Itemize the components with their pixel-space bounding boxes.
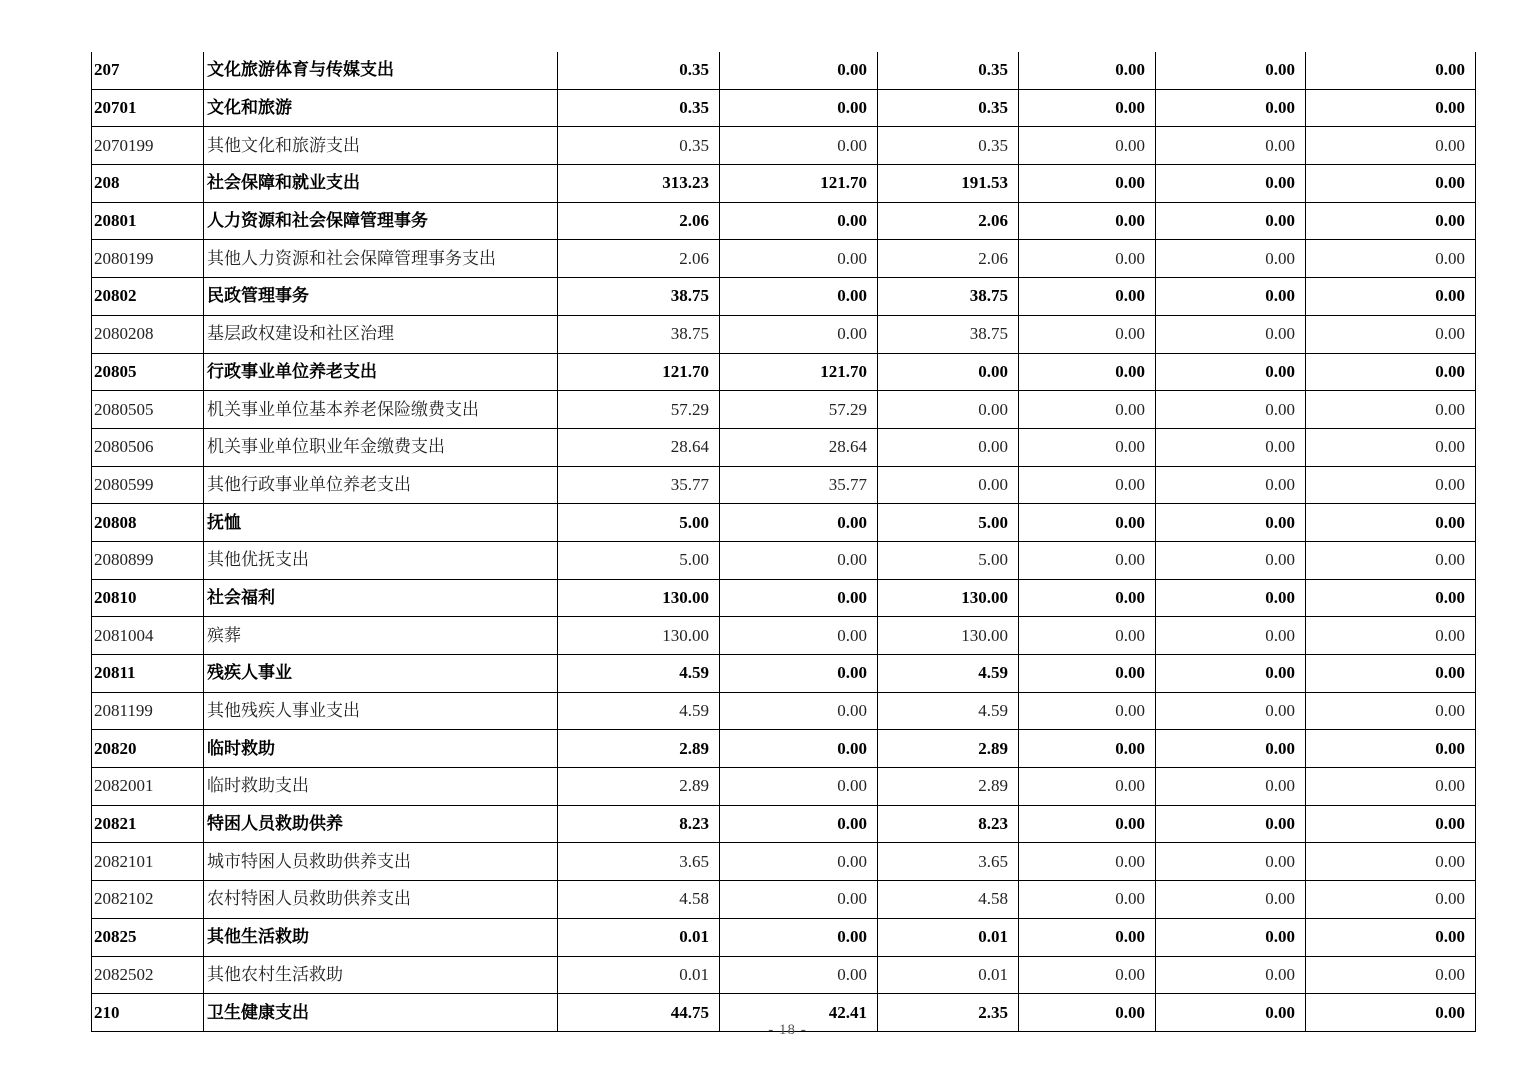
category-name-cell: 其他优抚支出 <box>204 541 558 579</box>
value-cell-3: 3.65 <box>878 843 1019 881</box>
category-name-cell: 城市特困人员救助供养支出 <box>204 843 558 881</box>
table-row <box>92 541 1476 579</box>
value-cell-3: 4.58 <box>878 881 1019 919</box>
value-cell-5: 0.00 <box>1156 127 1306 165</box>
value-cell-2: 0.00 <box>720 881 878 919</box>
category-name-cell: 抚恤 <box>204 504 558 542</box>
value-cell-2: 0.00 <box>720 730 878 768</box>
value-cell-4: 0.00 <box>1019 391 1156 429</box>
table-row <box>92 202 1476 240</box>
value-cell-1: 57.29 <box>558 391 720 429</box>
value-cell-1: 44.75 <box>558 994 720 1032</box>
table-row <box>92 315 1476 353</box>
value-cell-5: 0.00 <box>1156 353 1306 391</box>
category-name-cell: 人力资源和社会保障管理事务 <box>204 202 558 240</box>
page-number: - 18 - <box>768 1022 807 1038</box>
value-cell-6: 0.00 <box>1306 315 1476 353</box>
value-cell-5: 0.00 <box>1156 918 1306 956</box>
table-row <box>92 278 1476 316</box>
table-row <box>92 391 1476 429</box>
value-cell-6: 0.00 <box>1306 202 1476 240</box>
value-cell-4: 0.00 <box>1019 541 1156 579</box>
category-code-cell: 2082102 <box>92 881 204 919</box>
value-cell-3: 0.01 <box>878 918 1019 956</box>
value-cell-4: 0.00 <box>1019 466 1156 504</box>
value-cell-4: 0.00 <box>1019 843 1156 881</box>
value-cell-2: 0.00 <box>720 240 878 278</box>
value-cell-2: 0.00 <box>720 692 878 730</box>
value-cell-3: 8.23 <box>878 805 1019 843</box>
value-cell-6: 0.00 <box>1306 918 1476 956</box>
value-cell-1: 8.23 <box>558 805 720 843</box>
value-cell-6: 0.00 <box>1306 994 1476 1032</box>
value-cell-2: 42.41 <box>720 994 878 1032</box>
table-row <box>92 52 1476 89</box>
value-cell-5: 0.00 <box>1156 541 1306 579</box>
value-cell-4: 0.00 <box>1019 278 1156 316</box>
value-cell-2: 0.00 <box>720 655 878 693</box>
value-cell-5: 0.00 <box>1156 956 1306 994</box>
value-cell-2: 0.00 <box>720 202 878 240</box>
value-cell-6: 0.00 <box>1306 579 1476 617</box>
value-cell-2: 0.00 <box>720 127 878 165</box>
value-cell-4: 0.00 <box>1019 994 1156 1032</box>
category-code-cell: 20802 <box>92 278 204 316</box>
value-cell-5: 0.00 <box>1156 805 1306 843</box>
category-code-cell: 2081004 <box>92 617 204 655</box>
value-cell-2: 0.00 <box>720 579 878 617</box>
value-cell-2: 35.77 <box>720 466 878 504</box>
category-name-cell: 殡葬 <box>204 617 558 655</box>
value-cell-4: 0.00 <box>1019 127 1156 165</box>
value-cell-3: 0.35 <box>878 52 1019 89</box>
category-name-cell: 卫生健康支出 <box>204 994 558 1032</box>
value-cell-5: 0.00 <box>1156 52 1306 89</box>
value-cell-4: 0.00 <box>1019 918 1156 956</box>
value-cell-1: 4.59 <box>558 692 720 730</box>
value-cell-6: 0.00 <box>1306 165 1476 203</box>
value-cell-4: 0.00 <box>1019 353 1156 391</box>
table-row <box>92 843 1476 881</box>
value-cell-1: 2.06 <box>558 240 720 278</box>
table-row <box>92 617 1476 655</box>
value-cell-1: 2.89 <box>558 730 720 768</box>
table-row <box>92 918 1476 956</box>
category-code-cell: 2080208 <box>92 315 204 353</box>
value-cell-1: 4.58 <box>558 881 720 919</box>
value-cell-2: 0.00 <box>720 843 878 881</box>
category-code-cell: 208 <box>92 165 204 203</box>
category-code-cell: 2082001 <box>92 768 204 806</box>
value-cell-6: 0.00 <box>1306 541 1476 579</box>
table-row <box>92 466 1476 504</box>
value-cell-4: 0.00 <box>1019 730 1156 768</box>
value-cell-3: 2.06 <box>878 240 1019 278</box>
value-cell-3: 2.89 <box>878 730 1019 768</box>
value-cell-2: 121.70 <box>720 165 878 203</box>
value-cell-6: 0.00 <box>1306 692 1476 730</box>
value-cell-1: 130.00 <box>558 617 720 655</box>
table-row <box>92 240 1476 278</box>
category-name-cell: 行政事业单位养老支出 <box>204 353 558 391</box>
value-cell-5: 0.00 <box>1156 881 1306 919</box>
value-cell-4: 0.00 <box>1019 165 1156 203</box>
value-cell-3: 38.75 <box>878 315 1019 353</box>
value-cell-5: 0.00 <box>1156 278 1306 316</box>
value-cell-1: 0.01 <box>558 918 720 956</box>
category-name-cell: 机关事业单位基本养老保险缴费支出 <box>204 391 558 429</box>
value-cell-4: 0.00 <box>1019 956 1156 994</box>
category-name-cell: 其他人力资源和社会保障管理事务支出 <box>204 240 558 278</box>
value-cell-4: 0.00 <box>1019 655 1156 693</box>
value-cell-1: 5.00 <box>558 504 720 542</box>
category-name-cell: 其他残疾人事业支出 <box>204 692 558 730</box>
value-cell-6: 0.00 <box>1306 353 1476 391</box>
value-cell-5: 0.00 <box>1156 843 1306 881</box>
value-cell-1: 0.01 <box>558 956 720 994</box>
value-cell-6: 0.00 <box>1306 52 1476 89</box>
value-cell-6: 0.00 <box>1306 843 1476 881</box>
value-cell-6: 0.00 <box>1306 240 1476 278</box>
value-cell-3: 4.59 <box>878 692 1019 730</box>
value-cell-1: 38.75 <box>558 278 720 316</box>
value-cell-4: 0.00 <box>1019 52 1156 89</box>
table-row <box>92 730 1476 768</box>
table-row <box>92 768 1476 806</box>
value-cell-3: 0.00 <box>878 466 1019 504</box>
value-cell-2: 0.00 <box>720 89 878 127</box>
value-cell-3: 0.35 <box>878 127 1019 165</box>
value-cell-4: 0.00 <box>1019 692 1156 730</box>
value-cell-6: 0.00 <box>1306 89 1476 127</box>
category-name-cell: 民政管理事务 <box>204 278 558 316</box>
value-cell-6: 0.00 <box>1306 730 1476 768</box>
value-cell-2: 0.00 <box>720 768 878 806</box>
value-cell-3: 2.89 <box>878 768 1019 806</box>
category-name-cell: 机关事业单位职业年金缴费支出 <box>204 428 558 466</box>
value-cell-5: 0.00 <box>1156 89 1306 127</box>
value-cell-1: 2.89 <box>558 768 720 806</box>
category-name-cell: 其他农村生活救助 <box>204 956 558 994</box>
value-cell-5: 0.00 <box>1156 617 1306 655</box>
category-name-cell: 社会福利 <box>204 579 558 617</box>
category-name-cell: 文化旅游体育与传媒支出 <box>204 52 558 89</box>
value-cell-2: 0.00 <box>720 315 878 353</box>
value-cell-5: 0.00 <box>1156 579 1306 617</box>
category-code-cell: 2070199 <box>92 127 204 165</box>
category-code-cell: 210 <box>92 994 204 1032</box>
table-row <box>92 165 1476 203</box>
value-cell-6: 0.00 <box>1306 127 1476 165</box>
value-cell-2: 28.64 <box>720 428 878 466</box>
value-cell-3: 191.53 <box>878 165 1019 203</box>
category-name-cell: 其他文化和旅游支出 <box>204 127 558 165</box>
table-row <box>92 428 1476 466</box>
value-cell-2: 57.29 <box>720 391 878 429</box>
value-cell-1: 0.35 <box>558 52 720 89</box>
value-cell-1: 0.35 <box>558 89 720 127</box>
value-cell-5: 0.00 <box>1156 165 1306 203</box>
table-row <box>92 805 1476 843</box>
value-cell-4: 0.00 <box>1019 504 1156 542</box>
budget-table <box>91 52 1476 1032</box>
value-cell-3: 5.00 <box>878 504 1019 542</box>
table-row <box>92 89 1476 127</box>
value-cell-1: 4.59 <box>558 655 720 693</box>
value-cell-1: 28.64 <box>558 428 720 466</box>
value-cell-5: 0.00 <box>1156 655 1306 693</box>
category-code-cell: 2082101 <box>92 843 204 881</box>
category-name-cell: 临时救助 <box>204 730 558 768</box>
value-cell-6: 0.00 <box>1306 655 1476 693</box>
value-cell-3: 38.75 <box>878 278 1019 316</box>
value-cell-4: 0.00 <box>1019 768 1156 806</box>
category-name-cell: 文化和旅游 <box>204 89 558 127</box>
category-code-cell: 2081199 <box>92 692 204 730</box>
category-code-cell: 2082502 <box>92 956 204 994</box>
category-name-cell: 特困人员救助供养 <box>204 805 558 843</box>
category-code-cell: 20811 <box>92 655 204 693</box>
table-row <box>92 504 1476 542</box>
category-name-cell: 临时救助支出 <box>204 768 558 806</box>
value-cell-5: 0.00 <box>1156 391 1306 429</box>
value-cell-5: 0.00 <box>1156 692 1306 730</box>
category-code-cell: 20808 <box>92 504 204 542</box>
value-cell-4: 0.00 <box>1019 881 1156 919</box>
category-code-cell: 20821 <box>92 805 204 843</box>
category-name-cell: 其他生活救助 <box>204 918 558 956</box>
value-cell-2: 121.70 <box>720 353 878 391</box>
value-cell-2: 0.00 <box>720 617 878 655</box>
value-cell-6: 0.00 <box>1306 466 1476 504</box>
value-cell-6: 0.00 <box>1306 617 1476 655</box>
category-code-cell: 20805 <box>92 353 204 391</box>
value-cell-4: 0.00 <box>1019 202 1156 240</box>
value-cell-6: 0.00 <box>1306 768 1476 806</box>
value-cell-2: 0.00 <box>720 918 878 956</box>
value-cell-6: 0.00 <box>1306 805 1476 843</box>
value-cell-3: 0.01 <box>878 956 1019 994</box>
value-cell-3: 0.35 <box>878 89 1019 127</box>
value-cell-2: 0.00 <box>720 805 878 843</box>
table-body <box>92 52 1476 1031</box>
category-code-cell: 20820 <box>92 730 204 768</box>
value-cell-3: 2.35 <box>878 994 1019 1032</box>
value-cell-4: 0.00 <box>1019 428 1156 466</box>
category-name-cell: 其他行政事业单位养老支出 <box>204 466 558 504</box>
value-cell-6: 0.00 <box>1306 504 1476 542</box>
value-cell-6: 0.00 <box>1306 881 1476 919</box>
value-cell-3: 2.06 <box>878 202 1019 240</box>
value-cell-1: 0.35 <box>558 127 720 165</box>
value-cell-6: 0.00 <box>1306 391 1476 429</box>
value-cell-4: 0.00 <box>1019 315 1156 353</box>
value-cell-5: 0.00 <box>1156 994 1306 1032</box>
value-cell-5: 0.00 <box>1156 202 1306 240</box>
value-cell-1: 35.77 <box>558 466 720 504</box>
category-code-cell: 2080505 <box>92 391 204 429</box>
value-cell-1: 121.70 <box>558 353 720 391</box>
value-cell-5: 0.00 <box>1156 730 1306 768</box>
value-cell-3: 0.00 <box>878 353 1019 391</box>
category-code-cell: 2080599 <box>92 466 204 504</box>
value-cell-2: 0.00 <box>720 541 878 579</box>
value-cell-3: 130.00 <box>878 579 1019 617</box>
category-name-cell: 社会保障和就业支出 <box>204 165 558 203</box>
table-row <box>92 692 1476 730</box>
category-code-cell: 20801 <box>92 202 204 240</box>
value-cell-4: 0.00 <box>1019 579 1156 617</box>
value-cell-3: 0.00 <box>878 391 1019 429</box>
category-code-cell: 2080899 <box>92 541 204 579</box>
value-cell-5: 0.00 <box>1156 240 1306 278</box>
value-cell-2: 0.00 <box>720 956 878 994</box>
value-cell-5: 0.00 <box>1156 466 1306 504</box>
value-cell-1: 313.23 <box>558 165 720 203</box>
table-row <box>92 353 1476 391</box>
table-row <box>92 655 1476 693</box>
table-row <box>92 881 1476 919</box>
category-code-cell: 20825 <box>92 918 204 956</box>
value-cell-2: 0.00 <box>720 278 878 316</box>
value-cell-2: 0.00 <box>720 504 878 542</box>
value-cell-5: 0.00 <box>1156 315 1306 353</box>
value-cell-6: 0.00 <box>1306 956 1476 994</box>
value-cell-5: 0.00 <box>1156 768 1306 806</box>
value-cell-2: 0.00 <box>720 52 878 89</box>
value-cell-3: 4.59 <box>878 655 1019 693</box>
value-cell-4: 0.00 <box>1019 240 1156 278</box>
value-cell-4: 0.00 <box>1019 805 1156 843</box>
value-cell-6: 0.00 <box>1306 428 1476 466</box>
value-cell-5: 0.00 <box>1156 428 1306 466</box>
category-code-cell: 207 <box>92 52 204 89</box>
value-cell-1: 3.65 <box>558 843 720 881</box>
category-code-cell: 2080506 <box>92 428 204 466</box>
category-name-cell: 基层政权建设和社区治理 <box>204 315 558 353</box>
value-cell-3: 5.00 <box>878 541 1019 579</box>
category-code-cell: 20701 <box>92 89 204 127</box>
value-cell-4: 0.00 <box>1019 89 1156 127</box>
category-code-cell: 20810 <box>92 579 204 617</box>
value-cell-6: 0.00 <box>1306 278 1476 316</box>
table-row <box>92 127 1476 165</box>
value-cell-1: 5.00 <box>558 541 720 579</box>
table-row <box>92 956 1476 994</box>
category-code-cell: 2080199 <box>92 240 204 278</box>
value-cell-4: 0.00 <box>1019 617 1156 655</box>
category-name-cell: 残疾人事业 <box>204 655 558 693</box>
value-cell-3: 0.00 <box>878 428 1019 466</box>
value-cell-1: 38.75 <box>558 315 720 353</box>
value-cell-3: 130.00 <box>878 617 1019 655</box>
value-cell-1: 130.00 <box>558 579 720 617</box>
value-cell-5: 0.00 <box>1156 504 1306 542</box>
value-cell-1: 2.06 <box>558 202 720 240</box>
category-name-cell: 农村特困人员救助供养支出 <box>204 881 558 919</box>
table-row <box>92 579 1476 617</box>
